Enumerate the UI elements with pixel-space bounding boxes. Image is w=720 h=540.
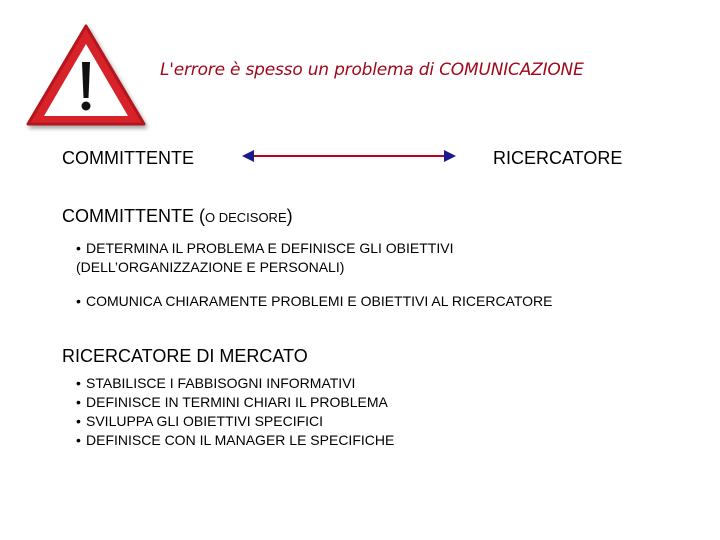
bullet-text: DEFINISCE IN TERMINI CHIARI IL PROBLEMA [86, 394, 388, 410]
relation-left-label: COMMITTENTE [62, 148, 194, 168]
heading-main: COMMITTENTE ( [62, 206, 205, 226]
list-item [76, 374, 394, 393]
list-item [76, 393, 394, 412]
bullet-icon: • [76, 413, 81, 429]
bullet-text: COMUNICA CHIARAMENTE PROBLEMI E OBIETTIVI AL RICERCATORE [86, 293, 553, 309]
page-title: L'errore è spesso un problema di COMUNICAZIONE [160, 60, 584, 80]
list-item [76, 292, 552, 311]
bullet-icon: • [76, 375, 81, 391]
relation-right-label: RICERCATORE [493, 148, 623, 168]
warning-triangle-icon [22, 20, 150, 132]
double-arrow-icon [240, 146, 458, 166]
bullet-icon: • [76, 293, 81, 309]
bullet-list [76, 374, 394, 450]
bullet-text: DEFINISCE CON IL MANAGER LE SPECIFICHE [86, 432, 395, 448]
bullet-icon: • [76, 240, 81, 256]
bullet-text-continuation: (DELL’ORGANIZZAZIONE E PERSONALI) [76, 259, 345, 275]
list-item [76, 431, 394, 450]
heading-small: O DECISORE [204, 210, 287, 225]
heading-close: ) [286, 206, 293, 226]
section-heading-ricercatore: RICERCATORE DI MERCATO [62, 346, 308, 366]
bullet-icon: • [76, 432, 81, 448]
bullet-text: SVILUPPA GLI OBIETTIVI SPECIFICI [86, 413, 324, 429]
list-item [76, 239, 453, 277]
bullet-text: DETERMINA IL PROBLEMA E DEFINISCE GLI OBIETTIVI [86, 240, 454, 256]
section-heading-committente [62, 206, 293, 227]
bullet-text: STABILISCE I FABBISOGNI INFORMATIVI [86, 375, 356, 391]
list-item [76, 412, 394, 431]
bullet-icon: • [76, 394, 81, 410]
